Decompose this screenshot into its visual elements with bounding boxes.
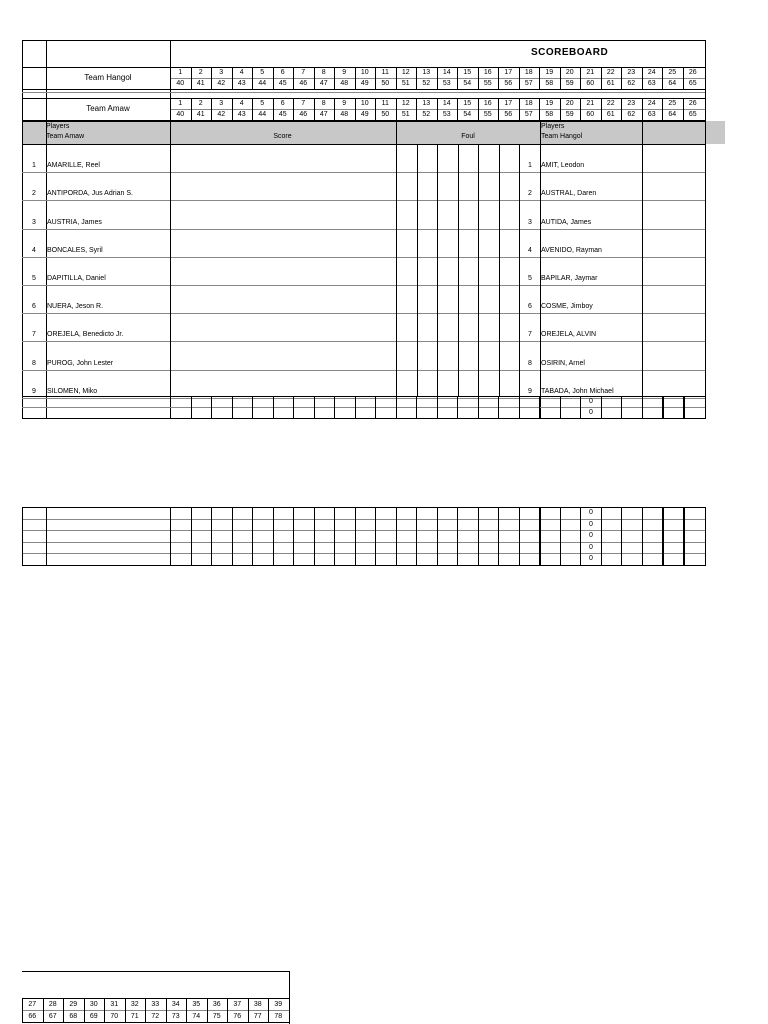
number-cell: 20	[565, 100, 574, 107]
number-cell: 2	[198, 100, 203, 107]
number-cell: 78	[274, 1013, 283, 1020]
number-cell: 53	[442, 111, 451, 118]
zero-row-col-line	[334, 396, 335, 418]
zero-value: 0	[589, 532, 593, 539]
player-row-border	[22, 257, 705, 258]
page-title: SCOREBOARD	[531, 47, 609, 58]
number-cell: 50	[381, 80, 390, 87]
zero-row-col-line	[498, 396, 499, 418]
number-cell: 49	[360, 111, 369, 118]
right-player-number: 9	[528, 388, 532, 395]
zero-row-col-line	[580, 396, 581, 418]
score-col-right	[396, 121, 397, 418]
left-player-number: 7	[32, 331, 36, 338]
number-cell: 10	[360, 100, 369, 107]
mid-table-col	[663, 507, 664, 566]
right-player-name: TABADA, John Michael	[541, 388, 614, 395]
mid-table-row-line	[22, 519, 705, 520]
number-cell: 65	[688, 80, 697, 87]
number-cell: 53	[442, 80, 451, 87]
score-label: Score	[273, 133, 292, 140]
number-cell: 33	[151, 1001, 160, 1008]
number-cell: 39	[274, 1001, 283, 1008]
player-row-border	[22, 200, 705, 201]
number-cell: 51	[401, 111, 410, 118]
number-cell: 6	[280, 100, 285, 107]
zero-row-col-line	[663, 396, 664, 418]
right-player-name: AUTIDA, James	[541, 219, 592, 226]
right-player-name: COSME, Jimboy	[541, 303, 593, 310]
number-cell: 58	[545, 80, 554, 87]
number-cell: 75	[212, 1013, 221, 1020]
number-cell: 2	[198, 69, 203, 76]
zero-row-col-line	[273, 396, 274, 418]
number-cell: 34	[171, 1001, 180, 1008]
left-player-name: SILOMEN, Miko	[47, 388, 98, 395]
number-cell: 4	[239, 100, 244, 107]
number-cell: 60	[586, 111, 595, 118]
number-cell: 45	[278, 80, 287, 87]
number-cell: 3	[219, 69, 224, 76]
zero-row-col-line	[314, 396, 315, 418]
number-cell: 41	[196, 111, 205, 118]
number-cell: 64	[668, 80, 677, 87]
number-cell: 23	[627, 69, 636, 76]
zero-row-col-line	[232, 396, 233, 418]
bottom-right-line	[289, 971, 290, 1024]
number-cell: 14	[442, 100, 451, 107]
number-cell: 54	[463, 80, 472, 87]
header-top-line	[22, 121, 705, 122]
number-cell: 74	[192, 1013, 201, 1020]
zero-row-col-line	[519, 396, 520, 418]
number-cell: 38	[253, 1001, 262, 1008]
mid-table-col	[355, 507, 356, 566]
zero-row-col-line	[191, 396, 192, 418]
number-cell: 50	[381, 111, 390, 118]
mid-table-col	[211, 507, 212, 566]
team-label-left-header: Team Amaw	[46, 133, 85, 140]
number-cell: 14	[442, 69, 451, 76]
number-cell: 47	[319, 80, 328, 87]
number-cell: 61	[606, 80, 615, 87]
right-player-name: OSIRIN, Arnel	[541, 360, 585, 367]
player-row-border	[22, 285, 705, 286]
zero-row-col-line	[416, 396, 417, 418]
number-cell: 20	[565, 69, 574, 76]
number-cell: 61	[606, 111, 615, 118]
number-cell: 11	[381, 100, 389, 107]
number-cell: 54	[463, 111, 472, 118]
player-row-border	[22, 172, 705, 173]
number-cell: 45	[278, 111, 287, 118]
foul-col-line	[478, 144, 479, 396]
number-cell: 4	[239, 69, 244, 76]
number-cell: 46	[299, 111, 308, 118]
right-name-col-left	[540, 121, 541, 418]
number-cell: 17	[504, 69, 513, 76]
number-cell: 26	[688, 69, 697, 76]
number-cell: 17	[504, 100, 513, 107]
mid-table-col	[293, 507, 294, 566]
number-cell: 40	[176, 80, 185, 87]
number-cell: 40	[176, 111, 185, 118]
number-cell: 5	[260, 69, 265, 76]
number-cell: 25	[668, 100, 677, 107]
number-cell: 8	[321, 100, 326, 107]
number-cell: 29	[69, 1001, 78, 1008]
player-row-border	[22, 229, 705, 230]
number-cell: 16	[483, 69, 492, 76]
mid-table-row-line	[22, 542, 705, 543]
zero-value: 0	[589, 409, 593, 416]
number-cell: 18	[524, 69, 533, 76]
number-cell: 7	[301, 100, 306, 107]
zero-row-col-line	[457, 396, 458, 418]
number-cell: 9	[342, 69, 347, 76]
number-cell: 36	[212, 1001, 221, 1008]
left-player-name: PUROG, John Lester	[47, 360, 114, 367]
number-cell: 49	[360, 80, 369, 87]
number-cell: 30	[89, 1001, 98, 1008]
number-cell: 3	[219, 100, 224, 107]
left-player-name: NUERA, Jeson R.	[47, 303, 104, 310]
team-label-amaw: Team Amaw	[86, 104, 130, 113]
score-col-left	[170, 121, 171, 418]
mid-table-col	[273, 507, 274, 566]
number-cell: 7	[301, 69, 306, 76]
right-player-number: 7	[528, 331, 532, 338]
number-cell: 63	[647, 80, 656, 87]
number-cell: 5	[260, 100, 265, 107]
mid-table-col	[498, 507, 499, 566]
number-cell: 21	[586, 100, 595, 107]
bottom-top-line	[22, 971, 289, 972]
bottom-row-line	[22, 1022, 289, 1023]
zero-row-col-line	[252, 396, 253, 418]
number-cell: 56	[504, 80, 513, 87]
zero-value: 0	[589, 509, 593, 516]
number-cell: 44	[258, 111, 267, 118]
mid-table-col	[191, 507, 192, 566]
zero-value: 0	[589, 544, 593, 551]
left-player-name: AUSTRIA, James	[47, 219, 102, 226]
foul-col-line	[458, 144, 459, 396]
number-cell: 32	[130, 1001, 139, 1008]
number-cell: 52	[422, 111, 431, 118]
team-row-divider	[170, 109, 705, 110]
number-cell: 73	[171, 1013, 180, 1020]
zero-row-col-line	[621, 396, 622, 418]
number-cell: 21	[586, 69, 595, 76]
number-cell: 12	[401, 100, 410, 107]
number-cell: 18	[524, 100, 533, 107]
left-player-name: ANTIPORDA, Jus Adrian S.	[47, 190, 133, 197]
left-player-number: 9	[32, 388, 36, 395]
foul-col-line	[417, 144, 418, 396]
mid-table-col	[334, 507, 335, 566]
number-cell: 25	[668, 69, 677, 76]
number-cell: 43	[237, 80, 246, 87]
number-cell: 19	[545, 69, 554, 76]
number-cell: 35	[192, 1001, 201, 1008]
mid-table-col	[396, 507, 397, 566]
number-cell: 48	[340, 111, 349, 118]
number-cell: 1	[178, 69, 183, 76]
number-cell: 37	[233, 1001, 242, 1008]
number-cell: 57	[524, 80, 533, 87]
number-cell: 60	[586, 80, 595, 87]
zero-row-col-line	[539, 396, 540, 418]
mid-table-row-line	[22, 530, 705, 531]
mid-table-right	[705, 507, 706, 566]
number-cell: 42	[217, 80, 226, 87]
left-player-name: AMARILLE, Reel	[47, 162, 100, 169]
separator-line	[22, 92, 705, 93]
number-cell: 13	[422, 100, 431, 107]
right-player-number: 8	[528, 360, 532, 367]
zero-row-col-line	[437, 396, 438, 418]
zero-value: 0	[589, 555, 593, 562]
number-cell: 65	[688, 111, 697, 118]
left-player-number: 5	[32, 275, 36, 282]
number-cell: 44	[258, 80, 267, 87]
right-player-name: AVENIDO, Rayman	[541, 247, 602, 254]
number-cell: 51	[401, 80, 410, 87]
zero-row-col-line	[478, 396, 479, 418]
left-player-number: 4	[32, 247, 36, 254]
zero-row-col-line	[396, 396, 397, 418]
header-bottom-line	[22, 144, 705, 145]
right-player-name: BAPILAR, Jaymar	[541, 275, 598, 282]
foul-col-line	[437, 144, 438, 396]
zero-row-col-line	[375, 396, 376, 418]
number-cell: 69	[89, 1013, 98, 1020]
number-cell: 59	[565, 111, 574, 118]
number-cell: 31	[110, 1001, 119, 1008]
mid-table-col	[314, 507, 315, 566]
zero-row-col-line	[211, 396, 212, 418]
number-cell: 13	[422, 69, 431, 76]
foul-col-line	[499, 144, 500, 396]
foul-label: Foul	[461, 133, 475, 140]
number-cell: 57	[524, 111, 533, 118]
zero-row-border	[22, 396, 705, 397]
number-cell: 19	[545, 100, 554, 107]
mid-table-col	[457, 507, 458, 566]
left-player-number: 6	[32, 303, 36, 310]
number-cell: 41	[196, 80, 205, 87]
left-player-number: 8	[32, 360, 36, 367]
number-cell: 62	[627, 111, 636, 118]
number-cell: 76	[233, 1013, 242, 1020]
mid-table-bottom	[22, 565, 705, 566]
number-cell: 55	[483, 111, 492, 118]
number-cell: 58	[545, 111, 554, 118]
number-cell: 15	[463, 100, 472, 107]
right-player-number: 3	[528, 219, 532, 226]
number-cell: 12	[401, 69, 410, 76]
team-row-border	[22, 67, 705, 68]
number-cell: 22	[606, 100, 615, 107]
right-player-name: AMIT, Leodon	[541, 162, 585, 169]
number-cell: 22	[606, 69, 615, 76]
number-cell: 67	[48, 1013, 57, 1020]
mid-table-row-line	[22, 553, 705, 554]
zero-row-col-line	[601, 396, 602, 418]
number-cell: 16	[483, 100, 492, 107]
number-cell: 55	[483, 80, 492, 87]
zero-value: 0	[589, 521, 593, 528]
mid-table-col	[170, 507, 171, 566]
zero-row-col-line	[684, 396, 685, 418]
number-cell: 63	[647, 111, 656, 118]
zero-row-col-line	[293, 396, 294, 418]
number-cell: 28	[48, 1001, 57, 1008]
number-cell: 56	[504, 111, 513, 118]
top-border	[22, 40, 705, 41]
mid-table-col	[416, 507, 417, 566]
zero-value: 0	[589, 398, 593, 405]
mid-table-col	[252, 507, 253, 566]
number-cell: 46	[299, 80, 308, 87]
mid-table-col	[642, 507, 643, 566]
right-player-number: 4	[528, 247, 532, 254]
player-row-border	[22, 341, 705, 342]
number-cell: 77	[253, 1013, 262, 1020]
right-player-name: OREJELA, ALVIN	[541, 331, 597, 338]
number-cell: 23	[627, 100, 636, 107]
mid-table-col	[232, 507, 233, 566]
mid-table-col	[46, 507, 47, 566]
number-cell: 9	[342, 100, 347, 107]
number-cell: 26	[688, 100, 697, 107]
mid-table-col	[684, 507, 685, 566]
left-player-name: BONCALES, Syril	[47, 247, 103, 254]
player-row-border	[22, 313, 705, 314]
players-label-left: Players	[46, 123, 70, 130]
right-player-number: 2	[528, 190, 532, 197]
number-cell: 24	[647, 69, 656, 76]
number-cell: 42	[217, 111, 226, 118]
number-cell: 10	[360, 69, 369, 76]
foul-col-line	[519, 144, 520, 396]
zero-row-border	[22, 407, 705, 408]
zero-row-col-line	[560, 396, 561, 418]
zero-row-col-line	[642, 396, 643, 418]
number-cell: 27	[28, 1001, 37, 1008]
mid-table-col	[478, 507, 479, 566]
number-cell: 8	[321, 69, 326, 76]
number-cell: 15	[463, 69, 472, 76]
right-score-col-left	[642, 121, 643, 418]
right-player-name: AUSTRAL, Daren	[541, 190, 597, 197]
left-player-number: 2	[32, 190, 36, 197]
left-player-name: DAPITILLA, Daniel	[47, 275, 106, 282]
right-player-number: 6	[528, 303, 532, 310]
mid-table-left	[22, 507, 23, 566]
number-cell: 1	[178, 100, 183, 107]
number-cell: 68	[69, 1013, 78, 1020]
number-cell: 6	[280, 69, 285, 76]
team-label-right-header: Team Hangol	[541, 133, 583, 140]
number-cell: 62	[627, 80, 636, 87]
number-cell: 71	[130, 1013, 139, 1020]
number-cell: 24	[647, 100, 656, 107]
team-row-border	[22, 98, 705, 99]
number-cell: 66	[28, 1013, 37, 1020]
zero-row-col-line	[355, 396, 356, 418]
left-player-number: 3	[32, 219, 36, 226]
player-row-border	[22, 370, 705, 371]
right-border	[705, 40, 706, 419]
number-cell: 43	[237, 111, 246, 118]
bottom-number-strip	[0, 960, 768, 1024]
number-cell: 48	[340, 80, 349, 87]
left-player-number: 1	[32, 162, 36, 169]
number-cell: 64	[668, 111, 677, 118]
number-cell: 72	[151, 1013, 160, 1020]
team-row-divider	[170, 78, 705, 79]
number-cell: 47	[319, 111, 328, 118]
number-cell: 11	[381, 69, 389, 76]
number-cell: 52	[422, 80, 431, 87]
right-player-number: 5	[528, 275, 532, 282]
team-row-border	[22, 89, 705, 90]
number-cell: 59	[565, 80, 574, 87]
players-label-right: Players	[541, 123, 565, 130]
mid-table-top	[22, 507, 705, 508]
number-cell: 70	[110, 1013, 119, 1020]
mid-table-col	[437, 507, 438, 566]
right-player-number: 1	[528, 162, 532, 169]
mid-table-col	[519, 507, 520, 566]
team-label-hangol: Team Hangol	[84, 73, 132, 82]
bottom-border	[22, 418, 705, 419]
mid-table-col	[375, 507, 376, 566]
left-player-name: OREJELA, Benedicto Jr.	[47, 331, 124, 338]
